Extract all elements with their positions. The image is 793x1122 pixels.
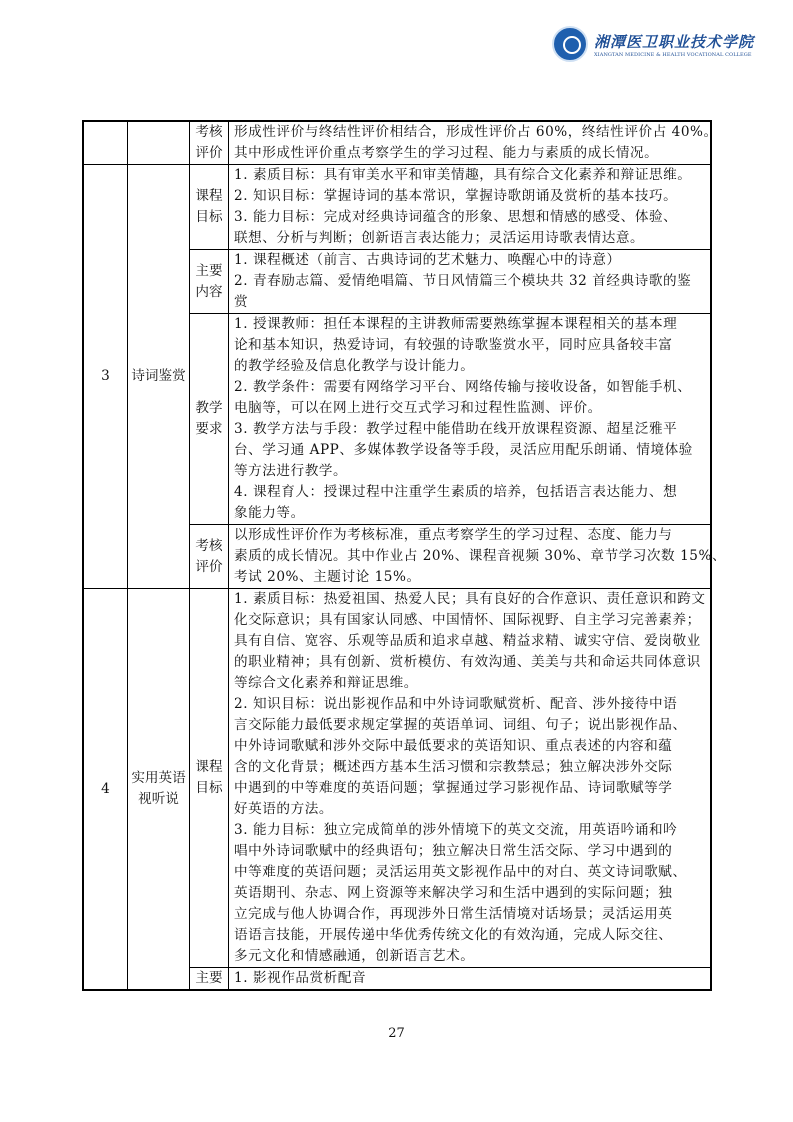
content-line: 中外诗词歌赋和涉外交际中最低要求的英语知识、重点表述的内容和蕴	[234, 738, 673, 754]
section-content-cell	[229, 250, 712, 314]
content-line: 立完成与他人协调合作，再现涉外日常生活情境对话场景；灵活运用英	[234, 906, 673, 922]
college-logo	[552, 26, 754, 62]
content-line: 4. 课程育人：授课过程中注重学生素质的培养，包括语言表达能力、想	[234, 484, 678, 500]
content-line: 台、学习通 APP、多媒体教学设备等手段，灵活应用配乐朗诵、情境体验	[234, 442, 693, 458]
section-content-cell	[229, 165, 712, 250]
section-label-cell	[190, 525, 229, 589]
table-row	[83, 121, 711, 165]
course-number-cell	[83, 121, 128, 165]
content-line: 中遇到的中等难度的英语问题；掌握通过学习影视作品、诗词歌赋等学	[234, 780, 673, 796]
content-line: 1. 素质目标：热爱祖国、热爱人民；具有良好的合作意识、责任意识和跨文	[234, 591, 706, 607]
section-label-line: 教学	[195, 400, 223, 416]
logo-chinese-name: 湘潭医卫职业技术学院	[594, 32, 755, 51]
content-line: 象能力等。	[234, 505, 305, 521]
content-line: 等综合文化素养和辩证思维。	[234, 675, 418, 691]
course-number-cell: 4	[83, 589, 128, 991]
content-line: 3. 能力目标：完成对经典诗词蕴含的形象、思想和情感的感受、体验、	[234, 209, 678, 225]
section-label-line: 考核	[195, 124, 223, 140]
section-label-line: 目标	[195, 209, 223, 225]
course-name-line: 视听说	[138, 791, 179, 807]
course-table	[82, 120, 727, 991]
section-content-cell	[229, 121, 718, 165]
section-label-line: 主要	[195, 970, 223, 986]
content-line: 素质的成长情况。其中作业占 20%、课程音视频 30%、章节学习次数 15%、	[234, 548, 727, 564]
section-label-line: 课程	[195, 759, 223, 775]
course-name-cell	[128, 165, 190, 589]
content-line: 3. 能力目标：独立完成简单的涉外情境下的英文交流，用英语吟诵和吟	[234, 822, 678, 838]
content-line: 以形成性评价作为考核标准，重点考察学生的学习过程、态度、能力与	[234, 527, 673, 543]
content-line: 其中形成性评价重点考察学生的学习过程、能力与素质的成长情况。	[234, 145, 659, 161]
content-line: 英语期刊、杂志、网上资源等来解决学习和生活中遇到的实际问题；独	[234, 885, 673, 901]
section-label-cell	[190, 314, 229, 525]
content-line: 唱中外诗词歌赋中的经典语句；独立解决日常生活交际、学习中遇到的	[234, 843, 673, 859]
section-label-line: 目标	[195, 780, 223, 796]
section-label-line: 主要	[195, 262, 223, 279]
content-line: 言交际能力最低要求规定掌握的英语单词、词组、句子；说出影视作品、	[234, 717, 687, 733]
section-label-line: 要求	[195, 421, 223, 437]
section-content-cell	[229, 525, 727, 589]
section-label-line: 评价	[195, 145, 223, 161]
content-line: 含的文化背景；概述西方基本生活习惯和宗教禁忌；独立解决涉外交际	[234, 759, 673, 775]
table-row	[83, 165, 711, 250]
content-line: 等方法进行教学。	[234, 463, 348, 479]
content-line: 好英语的方法。	[234, 801, 334, 817]
content-line: 1. 授课教师：担任本课程的主讲教师需要熟练掌握本课程相关的基本理	[234, 316, 678, 332]
content-line: 1. 影视作品赏析配音	[234, 970, 367, 986]
content-line: 多元文化和情感融通，创新语言艺术。	[234, 948, 475, 964]
section-content-cell	[229, 589, 712, 968]
content-line: 的职业精神；具有创新、赏析模仿、有效沟通、美美与共和命运共同体意识	[234, 654, 701, 670]
content-line: 考试 20%、主题讨论 15%。	[234, 569, 421, 585]
section-label-cell	[190, 121, 229, 165]
content-line: 语语言技能，开展传递中华优秀传统文化的有效沟通，完成人际交往、	[234, 927, 673, 943]
content-line: 1. 素质目标：具有审美水平和审美情趣，具有综合文化素养和辩证思维。	[234, 167, 692, 183]
section-label-cell	[190, 165, 229, 250]
content-line: 2. 知识目标：说出影视作品和中外诗词歌赋赏析、配音、涉外接待中语	[234, 696, 678, 712]
content-line: 的教学经验及信息化教学与设计能力。	[234, 358, 475, 374]
college-seal-icon	[552, 26, 588, 62]
content-line: 形成性评价与终结性评价相结合，形成性评价占 60%，终结性评价占 40%。	[234, 124, 718, 140]
content-line: 具有自信、宽容、乐观等品质和追求卓越、精益求精、诚实守信、爱岗敬业	[234, 633, 701, 649]
content-line: 1. 课程概述（前言、古典诗词的艺术魅力、唤醒心中的诗意）	[234, 252, 621, 268]
course-name-cell	[128, 121, 190, 165]
content-line: 2. 青春励志篇、爱情绝唱篇、节日风情篇三个模块共 32 首经典诗歌的鉴	[234, 273, 692, 289]
section-label-line: 评价	[195, 558, 223, 575]
content-line: 赏	[234, 294, 249, 310]
section-label-cell	[190, 250, 229, 314]
content-line: 联想、分析与判断；创新语言表达能力；灵活运用诗歌表情达意。	[234, 230, 645, 246]
course-name-line: 诗词鉴赏	[131, 368, 186, 384]
content-line: 化交际意识；具有国家认同感、中国情怀、国际视野、自主学习完善素养；	[234, 612, 701, 628]
section-label-cell	[190, 968, 229, 991]
section-label-cell	[190, 589, 229, 968]
section-content-cell	[229, 968, 712, 991]
content-line: 中等难度的英语问题；灵活运用英文影视作品中的对白、英文诗词歌赋、	[234, 864, 687, 880]
section-label-line: 课程	[195, 188, 223, 204]
section-label-line: 内容	[195, 283, 223, 300]
section-content-cell	[229, 314, 712, 525]
section-label-line: 考核	[195, 537, 223, 554]
course-name-line: 实用英语	[131, 770, 186, 786]
content-line: 电脑等，可以在网上进行交互式学习和过程性监测、评价。	[234, 400, 602, 416]
content-line: 3. 教学方法与手段：教学过程中能借助在线开放课程资源、超星泛雅平	[234, 421, 678, 437]
content-line: 2. 教学条件：需要有网络学习平台、网络传输与接收设备，如智能手机、	[234, 379, 692, 395]
course-number-cell: 3	[83, 165, 128, 589]
content-line: 论和基本知识，热爱诗词，有较强的诗歌鉴赏水平，同时应具备较丰富	[234, 337, 673, 353]
logo-english-name: XIANGTAN MEDICINE & HEALTH VOCATIONAL COLLEGE	[594, 51, 752, 58]
course-name-cell	[128, 589, 190, 991]
content-line: 2. 知识目标：掌握诗词的基本常识，掌握诗歌朗诵及赏析的基本技巧。	[234, 188, 678, 204]
page-number: 27	[388, 1026, 405, 1041]
table-row	[83, 589, 711, 968]
